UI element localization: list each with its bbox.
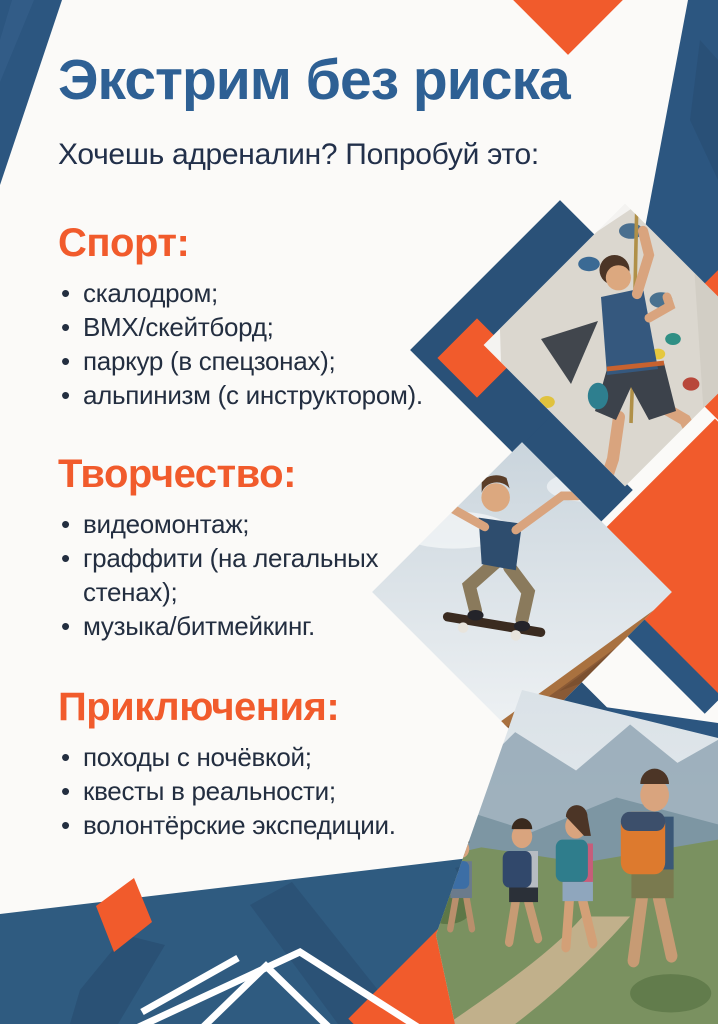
list-item: • видеомонтаж; <box>58 507 443 541</box>
diamond-top-orange <box>483 0 653 55</box>
section-sport-heading: Спорт: <box>58 221 190 265</box>
list-item: • музыка/битмейкинг. <box>58 609 443 643</box>
list-item: • квесты в реальности; <box>58 774 443 808</box>
list-item: • походы с ночёвкой; <box>58 740 443 774</box>
list-item: • альпинизм (с инструктором). <box>58 378 443 412</box>
list-item: • волонтёрские экспедиции. <box>58 808 443 842</box>
section-adventures-heading: Приключения: <box>58 685 340 729</box>
list-item: • скалодром; <box>58 276 443 310</box>
list-item: • граффити (на легальных стенах); <box>58 541 443 609</box>
list-item: • BMX/скейтборд; <box>58 310 443 344</box>
section-creativity-heading: Творчество: <box>58 452 296 496</box>
list-item: • паркур (в спецзонах); <box>58 344 443 378</box>
poster-title: Экстрим без риска <box>58 48 570 112</box>
poster-subtitle: Хочешь адреналин? Попробуй это: <box>58 138 539 171</box>
